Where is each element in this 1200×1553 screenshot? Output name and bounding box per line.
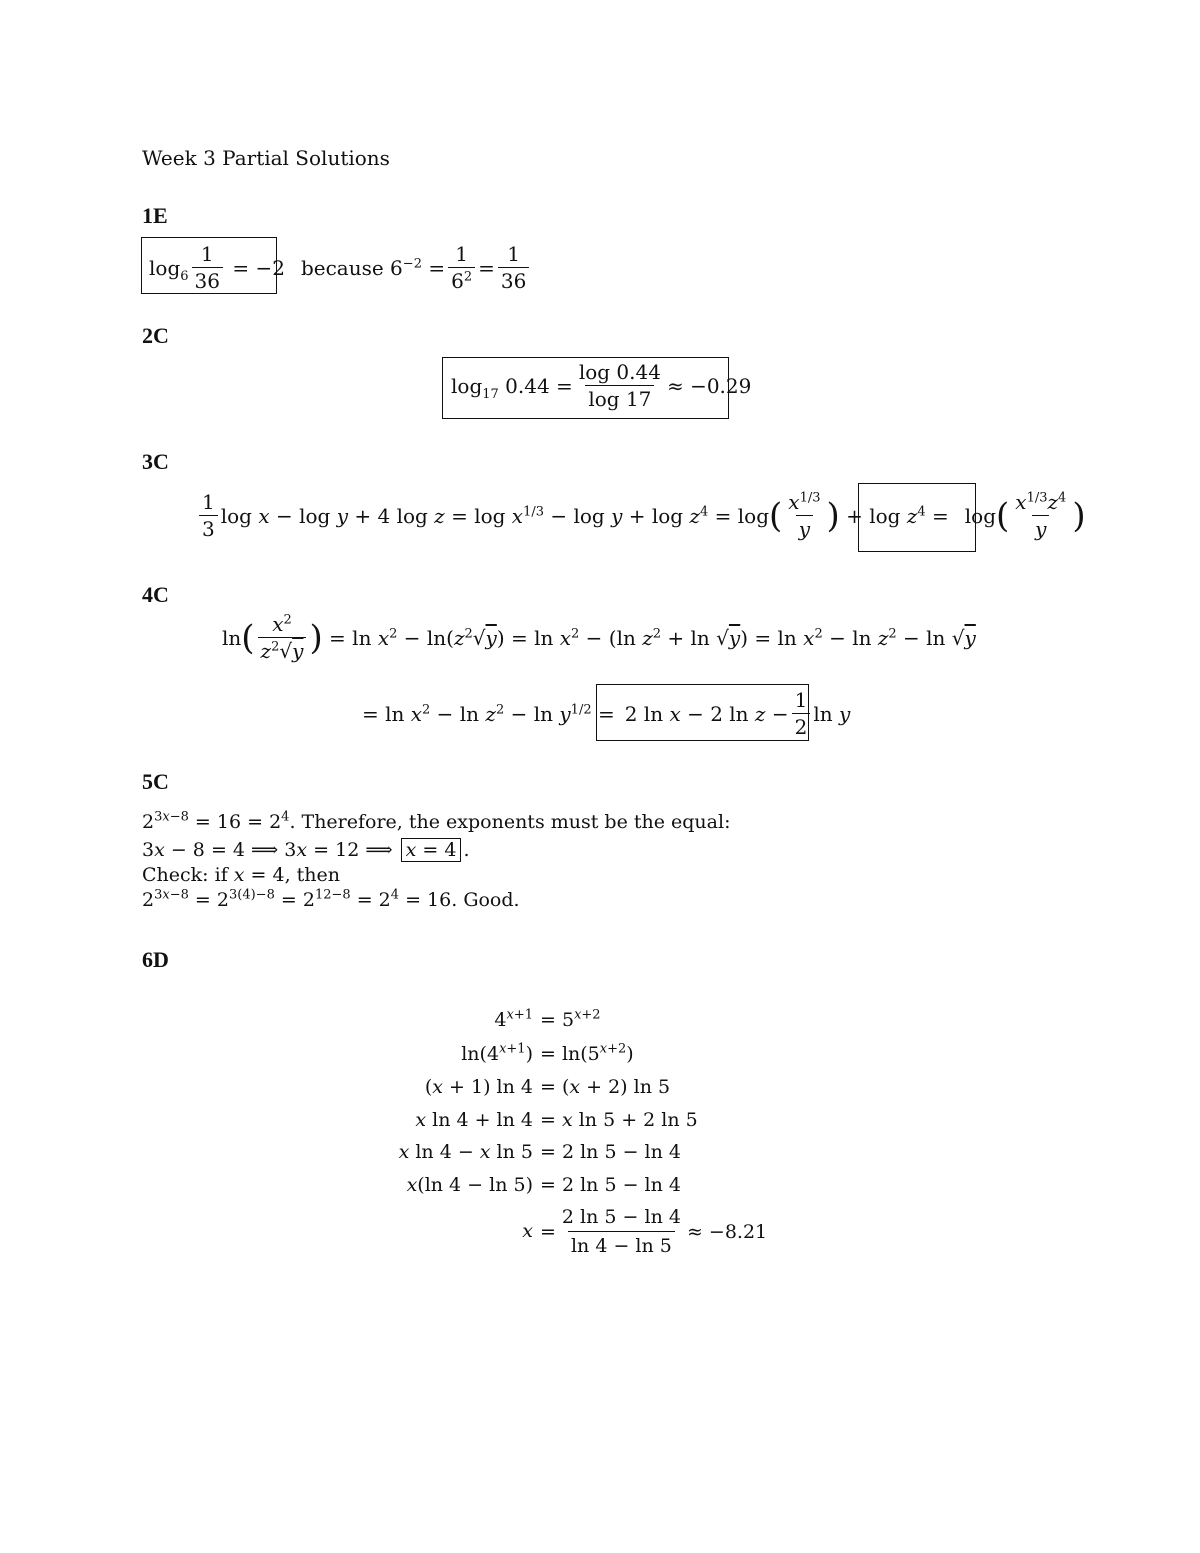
page-title: Week 3 Partial Solutions [142, 146, 390, 170]
answer-5c: 4 [444, 839, 457, 861]
section-heading-6d: 6D [142, 947, 169, 972]
good-text: Good. [463, 889, 520, 911]
section-heading-3c: 3C [142, 449, 169, 474]
section-heading-2c: 2C [142, 323, 169, 348]
because-text: because [300, 255, 384, 280]
check-value: 16 [427, 889, 452, 911]
text-5c-therefore: . Therefore, the exponents must be the equal: [289, 811, 731, 833]
text-5c-line4: $2^{3x-8} = 2^{3(4)-8} = 2^{12-8} = 2^4 = 16$. Good. [142, 887, 520, 911]
text-5c-line1: $2^{3x-8} = 16 = 2^4$. Therefore, the exponents must be the equal: [142, 809, 731, 833]
equation-1e: $\log_6$ $\frac{1}{36}$ = −2 because $6^{-2}$ = $\frac{1}{6^2}$ = $\frac{1}{36}$ [149, 244, 532, 291]
result-1e: −2 [255, 255, 285, 280]
text-5c-line3: Check: if x = 4, then [142, 864, 341, 886]
text-5c-line2: 3x − 8 = 4 ⟹ 3x = 12 ⟹ x = 4 . [142, 839, 470, 861]
equation-3c: $\frac{1}{3}$ log x − log y + 4 $\log z = \log x^{1/3} - \log y + \log z^4 = \log$ ( $\frac{x^{1/3}}{y}$ ) + $\log z^4$ = log ( $\frac{x^{1/3}z^4}{y}$ ) [196, 492, 1086, 539]
equation-4c-line1: ln ( $\frac{x^2}{z^2√y}$ ) = $\ln x^2 - \ln(z^2√y) = \ln x^2 - (\ln$ $z^2 + \ln √y) = \ln x^2 - \ln z^2 - \ln √y$ [222, 612, 976, 663]
result-2c: −0.29 [690, 373, 752, 398]
result-6d: ≈ −8.21 [686, 1220, 768, 1243]
section-heading-5c: 5C [142, 769, 169, 794]
section-heading-4c: 4C [142, 582, 169, 607]
check-label: Check: if [142, 864, 228, 886]
section-heading-1e: 1E [142, 203, 168, 228]
equation-2c: $\log_{17} 0.44$ = $\frac{\log 0.44}{\log 17}$ ≈ −0.29 [451, 360, 752, 411]
equation-4c-line2: = $\ln x^2 - \ln z^2 - \ln y^{1/2}$ = 2 ln x − 2 ln z − $\frac{1}{2}$ ln y [362, 688, 851, 739]
then-label: , then [284, 864, 341, 886]
